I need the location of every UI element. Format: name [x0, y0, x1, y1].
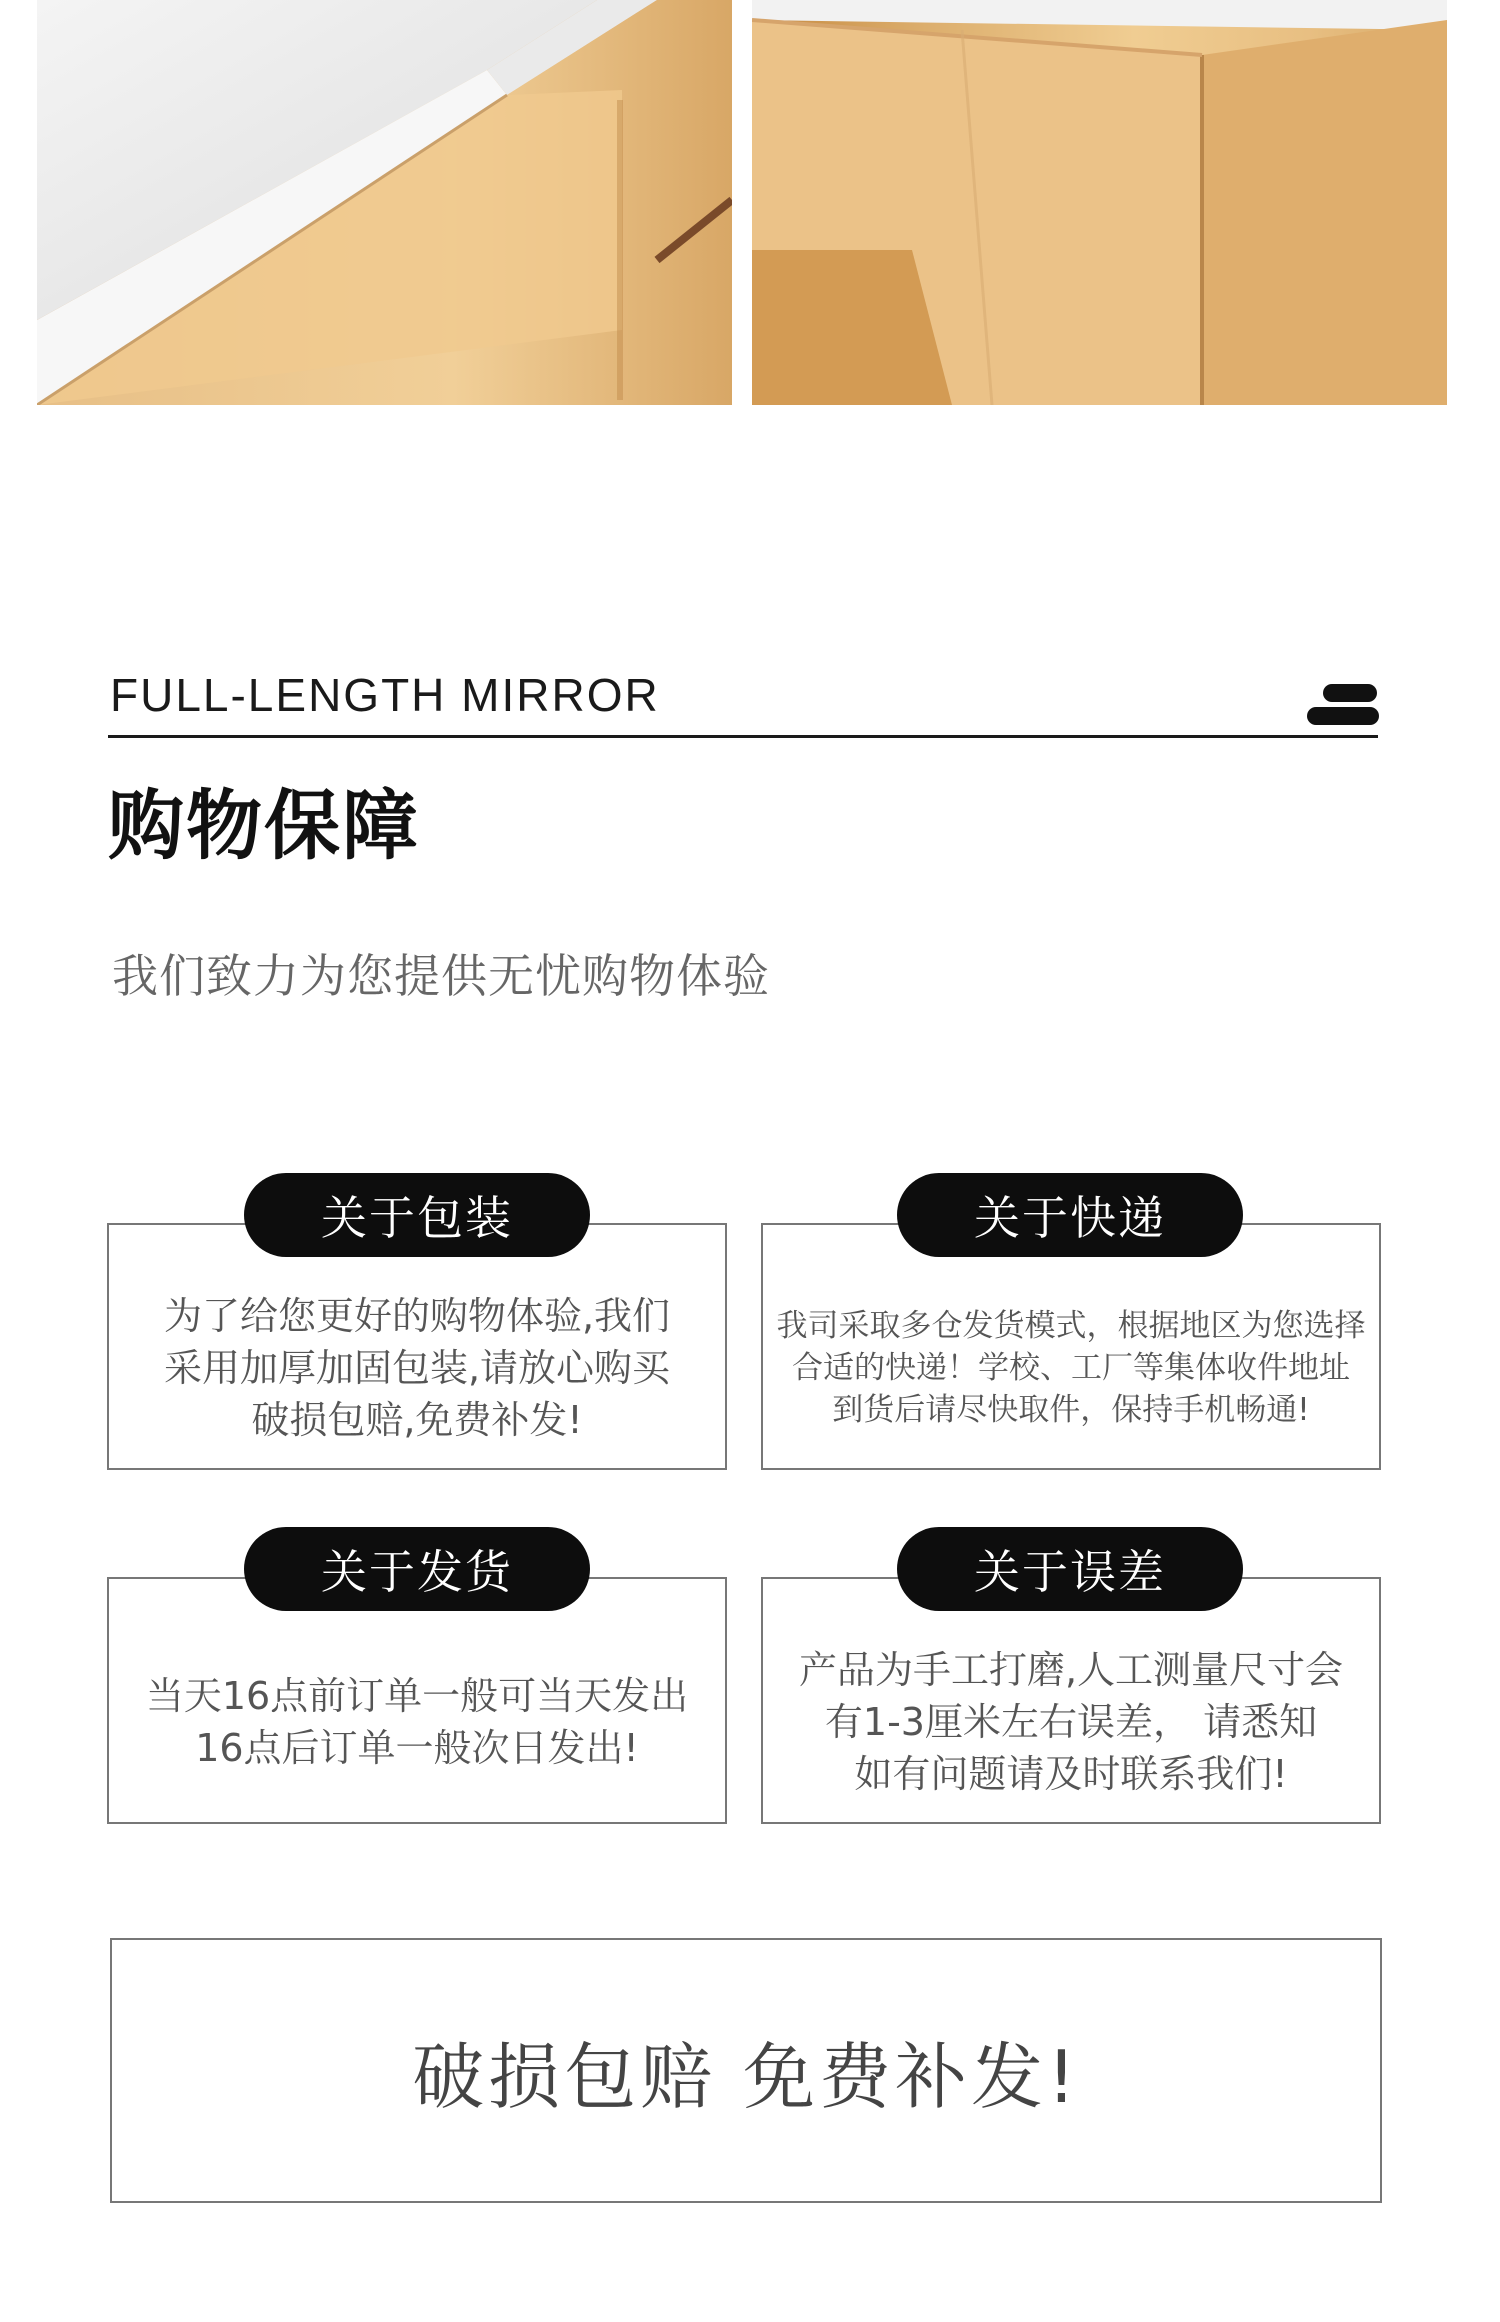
card-tag-shipping: 关于发货: [244, 1527, 590, 1611]
card-text-line: 我司采取多仓发货模式，根据地区为您选择: [776, 1307, 1366, 1344]
guarantee-banner: [110, 1938, 1382, 2203]
info-card-size-error: [761, 1577, 1381, 1824]
header-divider: [108, 735, 1378, 738]
card-text-line: 破损包赔,免费补发!: [251, 1397, 583, 1442]
card-text-line: 当天16点前订单一般可当天发出: [145, 1673, 689, 1718]
card-text-line: 合适的快递！学校、工厂等集体收件地址: [792, 1349, 1350, 1386]
info-card-shipping: [107, 1577, 727, 1824]
card-text-line: 采用加厚加固包装,请放心购买: [163, 1345, 671, 1390]
card-tag-packaging: 关于包装: [244, 1173, 590, 1257]
card-text-line: 为了给您更好的购物体验,我们: [163, 1293, 671, 1338]
logo-icon: [1305, 680, 1381, 728]
card-text-line: 16点后订单一般次日发出!: [195, 1725, 639, 1770]
section-eyebrow: FULL-LENGTH MIRROR: [110, 669, 660, 721]
card-tag-size-error: 关于误差: [897, 1527, 1243, 1611]
info-card-courier: [761, 1223, 1381, 1470]
page-title: 购物保障: [108, 781, 420, 870]
page-subtitle: 我们致力为您提供无忧购物体验: [112, 949, 770, 1003]
card-text-line: 如有问题请及时联系我们!: [854, 1751, 1288, 1796]
product-photo-foam-box: [37, 0, 732, 405]
guarantee-banner-text: 破损包赔 免费补发!: [412, 2034, 1080, 2119]
card-text-line: 产品为手工打磨,人工测量尺寸会: [798, 1647, 1344, 1692]
product-photo-wood-corner: [752, 0, 1447, 405]
card-text-line: 有1-3厘米左右误差， 请悉知: [824, 1699, 1318, 1744]
card-tag-courier: 关于快递: [897, 1173, 1243, 1257]
info-card-packaging: [107, 1223, 727, 1470]
card-text-line: 到货后请尽快取件，保持手机畅通!: [832, 1391, 1310, 1428]
